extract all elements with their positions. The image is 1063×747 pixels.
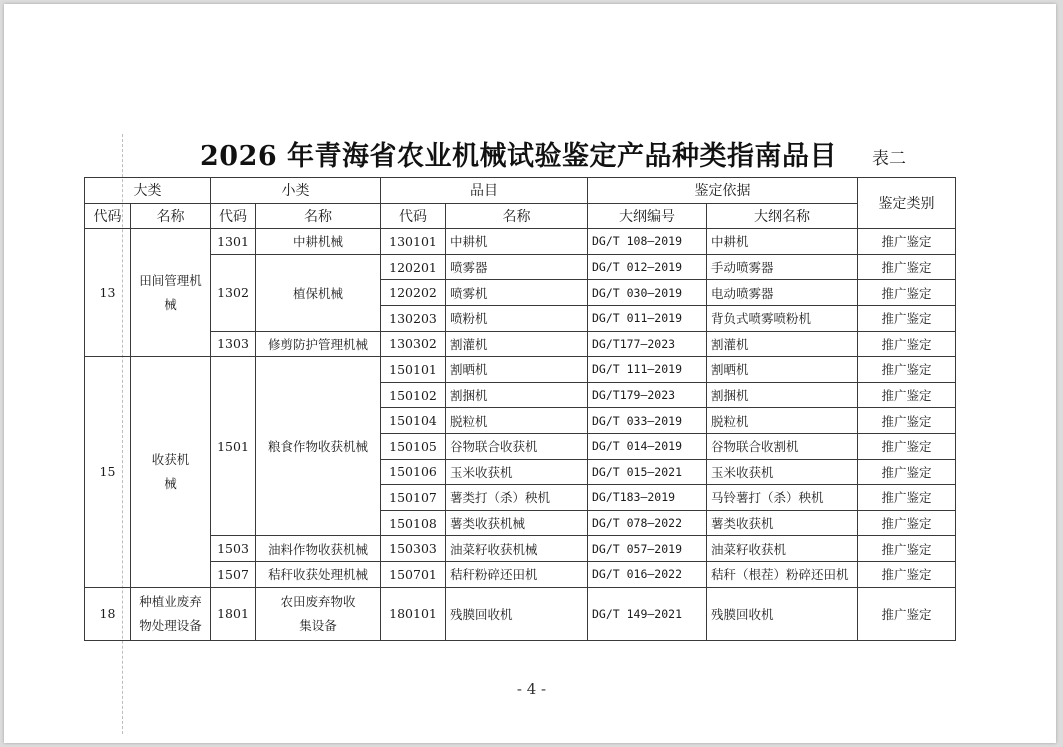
item-name: 秸秆粉碎还田机 xyxy=(446,561,588,587)
table-row xyxy=(85,357,956,383)
item-name: 喷雾器 xyxy=(446,254,588,280)
item-code: 130101 xyxy=(381,229,446,255)
item-code: 150105 xyxy=(381,433,446,459)
item-name: 薯类收获机械 xyxy=(446,510,588,536)
header-major: 大类 xyxy=(85,178,211,204)
outline-name: 薯类收获机 xyxy=(707,510,858,536)
category: 推广鉴定 xyxy=(858,561,956,587)
outline-no: DG/T 149—2021 xyxy=(588,587,707,640)
category: 推广鉴定 xyxy=(858,459,956,485)
outline-no: DG/T 078—2022 xyxy=(588,510,707,536)
outline-no: DG/T 030—2019 xyxy=(588,280,707,306)
major-code: 18 xyxy=(85,587,131,640)
outline-name: 割晒机 xyxy=(707,357,858,383)
outline-name: 谷物联合收割机 xyxy=(707,433,858,459)
item-name: 割灌机 xyxy=(446,331,588,357)
table-label: 表二 xyxy=(872,149,906,169)
minor-name: 粮食作物收获机械 xyxy=(256,357,381,536)
outline-no: DG/T 015—2021 xyxy=(588,459,707,485)
header-major-name: 名称 xyxy=(131,203,211,229)
item-name: 喷粉机 xyxy=(446,305,588,331)
item-code: 180101 xyxy=(381,587,446,640)
outline-no: DG/T 108—2019 xyxy=(588,229,707,255)
minor-name: 秸秆收获处理机械 xyxy=(256,561,381,587)
header-item-code: 代码 xyxy=(381,203,446,229)
category: 推广鉴定 xyxy=(858,280,956,306)
outline-no: DG/T 111—2019 xyxy=(588,357,707,383)
outline-name: 电动喷雾器 xyxy=(707,280,858,306)
outline-no: DG/T 012—2019 xyxy=(588,254,707,280)
major-code: 15 xyxy=(85,357,131,587)
header-outline-name: 大纲名称 xyxy=(707,203,858,229)
outline-name: 玉米收获机 xyxy=(707,459,858,485)
header-basis: 鉴定依据 xyxy=(588,178,858,204)
outline-name: 中耕机 xyxy=(707,229,858,255)
header-category: 鉴定类别 xyxy=(858,178,956,229)
outline-no: DG/T 033—2019 xyxy=(588,408,707,434)
table-row xyxy=(85,254,956,280)
item-name: 油菜籽收获机械 xyxy=(446,536,588,562)
item-name: 割捆机 xyxy=(446,382,588,408)
minor-code: 1507 xyxy=(211,561,256,587)
table-row xyxy=(85,536,956,562)
category: 推广鉴定 xyxy=(858,485,956,511)
minor-name: 农田废弃物收集设备 xyxy=(256,587,381,640)
minor-code: 1501 xyxy=(211,357,256,536)
category: 推广鉴定 xyxy=(858,408,956,434)
item-name: 残膜回收机 xyxy=(446,587,588,640)
outline-no: DG/T179—2023 xyxy=(588,382,707,408)
category: 推广鉴定 xyxy=(858,510,956,536)
item-code: 150107 xyxy=(381,485,446,511)
table-row xyxy=(85,561,956,587)
item-code: 150701 xyxy=(381,561,446,587)
minor-name: 中耕机械 xyxy=(256,229,381,255)
major-name: 种植业废弃物处理设备 xyxy=(131,587,211,640)
category: 推广鉴定 xyxy=(858,536,956,562)
minor-name: 油料作物收获机械 xyxy=(256,536,381,562)
table-row xyxy=(85,229,956,255)
outline-name: 秸秆（根茬）粉碎还田机 xyxy=(707,561,858,587)
outline-name: 割捆机 xyxy=(707,382,858,408)
item-code: 150101 xyxy=(381,357,446,383)
table-row xyxy=(85,331,956,357)
item-code: 150108 xyxy=(381,510,446,536)
major-code: 13 xyxy=(85,229,131,357)
outline-no: DG/T 014—2019 xyxy=(588,433,707,459)
category: 推广鉴定 xyxy=(858,229,956,255)
minor-code: 1801 xyxy=(211,587,256,640)
minor-name: 修剪防护管理机械 xyxy=(256,331,381,357)
header-row-2 xyxy=(85,203,956,229)
catalog-table xyxy=(84,177,956,641)
document-title: 2026 年青海省农业机械试验鉴定产品种类指南品目 xyxy=(200,141,838,172)
item-code: 120202 xyxy=(381,280,446,306)
minor-name: 植保机械 xyxy=(256,254,381,331)
outline-name: 残膜回收机 xyxy=(707,587,858,640)
page-number: - 4 - xyxy=(516,680,547,698)
item-name: 喷雾机 xyxy=(446,280,588,306)
outline-name: 割灌机 xyxy=(707,331,858,357)
category: 推广鉴定 xyxy=(858,331,956,357)
item-name: 玉米收获机 xyxy=(446,459,588,485)
item-name: 割晒机 xyxy=(446,357,588,383)
item-code: 150106 xyxy=(381,459,446,485)
minor-code: 1303 xyxy=(211,331,256,357)
item-name: 谷物联合收获机 xyxy=(446,433,588,459)
header-major-code: 代码 xyxy=(85,203,131,229)
header-minor-name: 名称 xyxy=(256,203,381,229)
header-outline-no: 大纲编号 xyxy=(588,203,707,229)
header-item-name: 名称 xyxy=(446,203,588,229)
outline-no: DG/T177—2023 xyxy=(588,331,707,357)
minor-code: 1503 xyxy=(211,536,256,562)
outline-name: 背负式喷雾喷粉机 xyxy=(707,305,858,331)
header-item: 品目 xyxy=(381,178,588,204)
item-code: 130302 xyxy=(381,331,446,357)
item-code: 130203 xyxy=(381,305,446,331)
outline-name: 脱粒机 xyxy=(707,408,858,434)
category: 推广鉴定 xyxy=(858,254,956,280)
item-name: 脱粒机 xyxy=(446,408,588,434)
header-minor-code: 代码 xyxy=(211,203,256,229)
category: 推广鉴定 xyxy=(858,433,956,459)
outline-no: DG/T 011—2019 xyxy=(588,305,707,331)
category: 推广鉴定 xyxy=(858,357,956,383)
item-name: 薯类打（杀）秧机 xyxy=(446,485,588,511)
minor-code: 1301 xyxy=(211,229,256,255)
category: 推广鉴定 xyxy=(858,587,956,640)
outline-name: 手动喷雾器 xyxy=(707,254,858,280)
item-code: 150102 xyxy=(381,382,446,408)
item-name: 中耕机 xyxy=(446,229,588,255)
major-name: 田间管理机械 xyxy=(131,229,211,357)
major-name: 收获机械 xyxy=(131,357,211,587)
header-row-1 xyxy=(85,178,956,204)
header-minor: 小类 xyxy=(211,178,381,204)
outline-no: DG/T183—2019 xyxy=(588,485,707,511)
outline-name: 马铃薯打（杀）秧机 xyxy=(707,485,858,511)
item-code: 120201 xyxy=(381,254,446,280)
table-row xyxy=(85,587,956,640)
item-code: 150303 xyxy=(381,536,446,562)
outline-no: DG/T 057—2019 xyxy=(588,536,707,562)
minor-code: 1302 xyxy=(211,254,256,331)
item-code: 150104 xyxy=(381,408,446,434)
category: 推广鉴定 xyxy=(858,305,956,331)
outline-no: DG/T 016—2022 xyxy=(588,561,707,587)
category: 推广鉴定 xyxy=(858,382,956,408)
outline-name: 油菜籽收获机 xyxy=(707,536,858,562)
